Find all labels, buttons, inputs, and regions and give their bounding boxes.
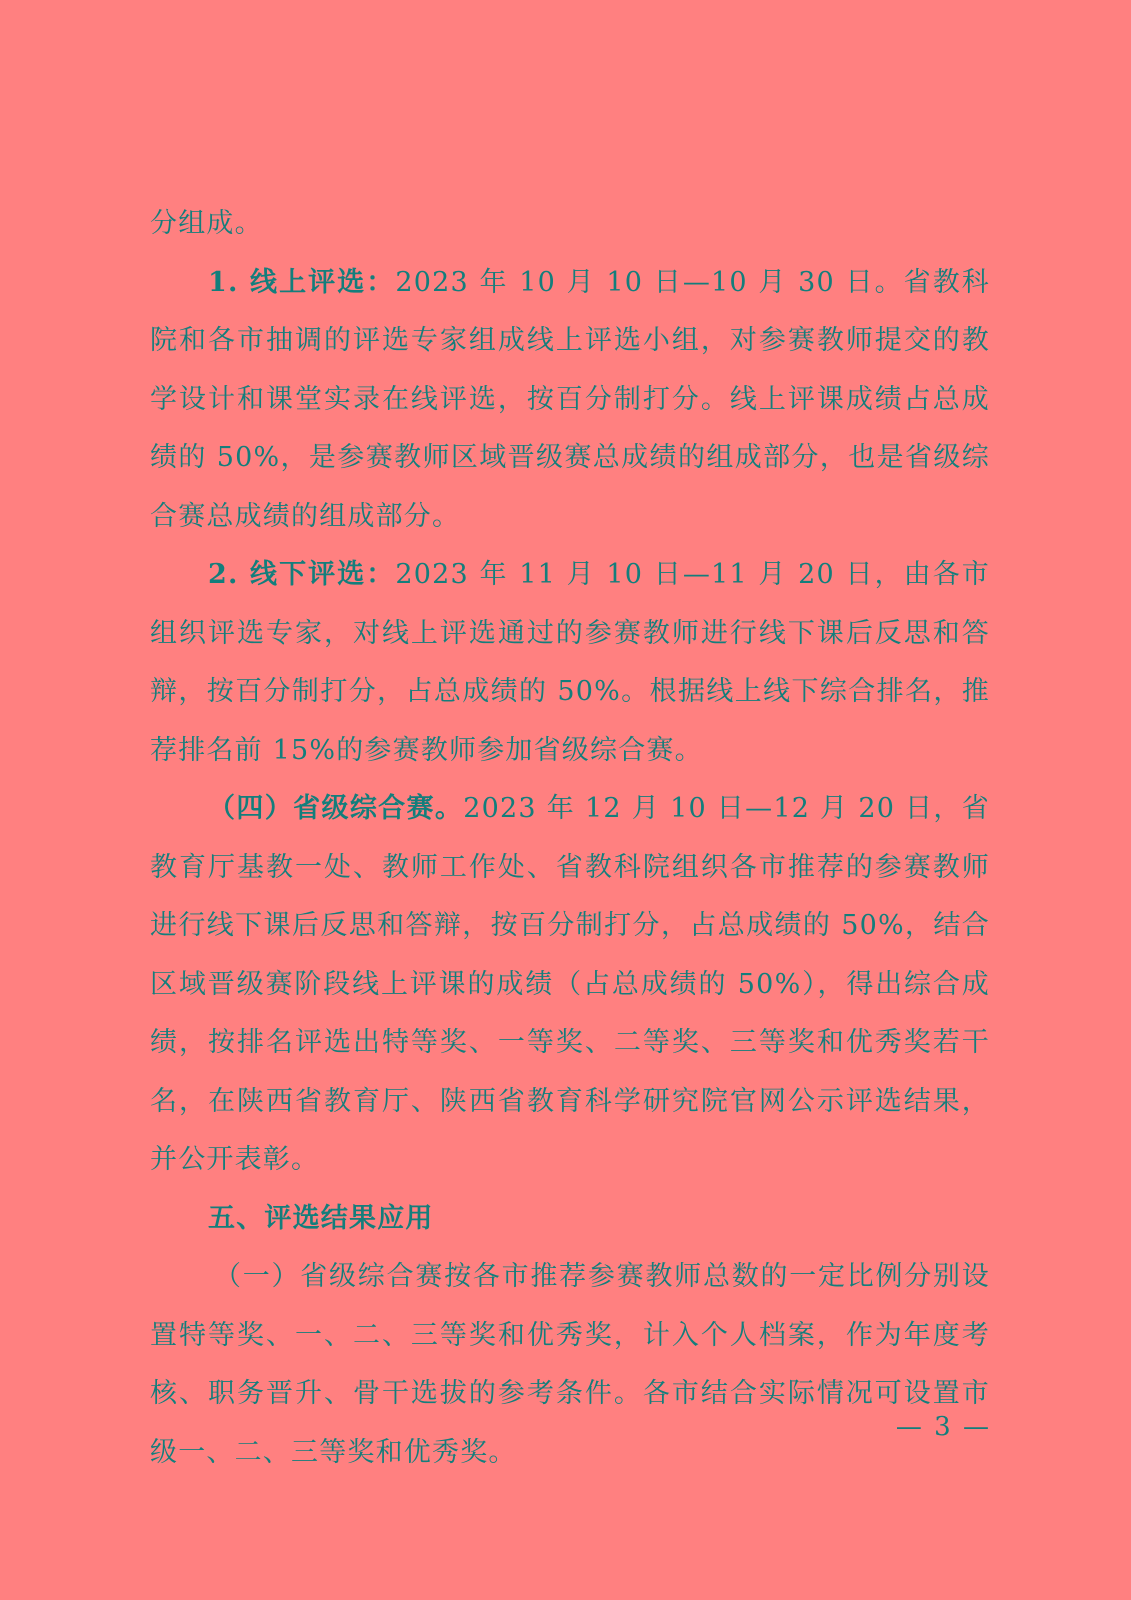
document-body (150, 195, 990, 1482)
section-heading (150, 1190, 990, 1249)
section-heading-text: 五、评选结果应用 (208, 1202, 434, 1234)
paragraph-lead: （四）省级综合赛。 (208, 793, 464, 824)
paragraph-text: （一）省级综合赛按各市推荐参赛教师总数的一定比例分别设置特等奖、一、二、三等奖和优秀奖，计入个人档案，作为年度考核、职务晋升、骨干选拔的参考条件。各市结合实际情况可设置市级一、二、三等奖和优秀奖。 (150, 1261, 990, 1468)
paragraph-text: 2023 年 11 月 10 日—11 月 20 日，由各市组织评选专家，对线上评选通过的参赛教师进行线下课后反思和答辩，按百分制打分，占总成绩的 50%。根据线上线下综合排名，推荐排名前 15%的参赛教师参加省级综合赛。 (150, 559, 990, 766)
paragraph-offline-review (150, 546, 990, 780)
paragraph-online-review (150, 254, 990, 547)
paragraph-lead: 1. 线上评选： (208, 266, 396, 298)
paragraph-result-application (150, 1248, 990, 1482)
paragraph-lead: 2. 线下评选： (208, 559, 396, 590)
paragraph-text: 2023 年 10 月 10 日—10 月 30 日。省教科院和各市抽调的评选专家组成线上评选小组，对参赛教师提交的教学设计和课堂实录在线评选，按百分制打分。线上评课成绩占总成绩的 50%，是参赛教师区域晋级赛总成绩的组成部分，也是省级综合赛总成绩的组成部分。 (150, 266, 990, 532)
paragraph-text: 分组成。 (150, 208, 263, 239)
page-number: — 3 — (895, 1412, 991, 1442)
paragraph-continuation (150, 195, 990, 254)
paragraph-provincial-competition (150, 780, 990, 1190)
paragraph-text: 2023 年 12 月 10 日—12 月 20 日，省教育厅基教一处、教师工作处、省教科院组织各市推荐的参赛教师进行线下课后反思和答辩，按百分制打分，占总成绩的 50%，结合区域晋级赛阶段线上评课的成绩（占总成绩的 50%），得出综合成绩，按排名评选出特等奖、一等奖、二等奖、三等奖和优秀奖若干名，在陕西省教育厅、陕西省教育科学研究院官网公示评选结果，并公开表彰。 (150, 793, 990, 1175)
